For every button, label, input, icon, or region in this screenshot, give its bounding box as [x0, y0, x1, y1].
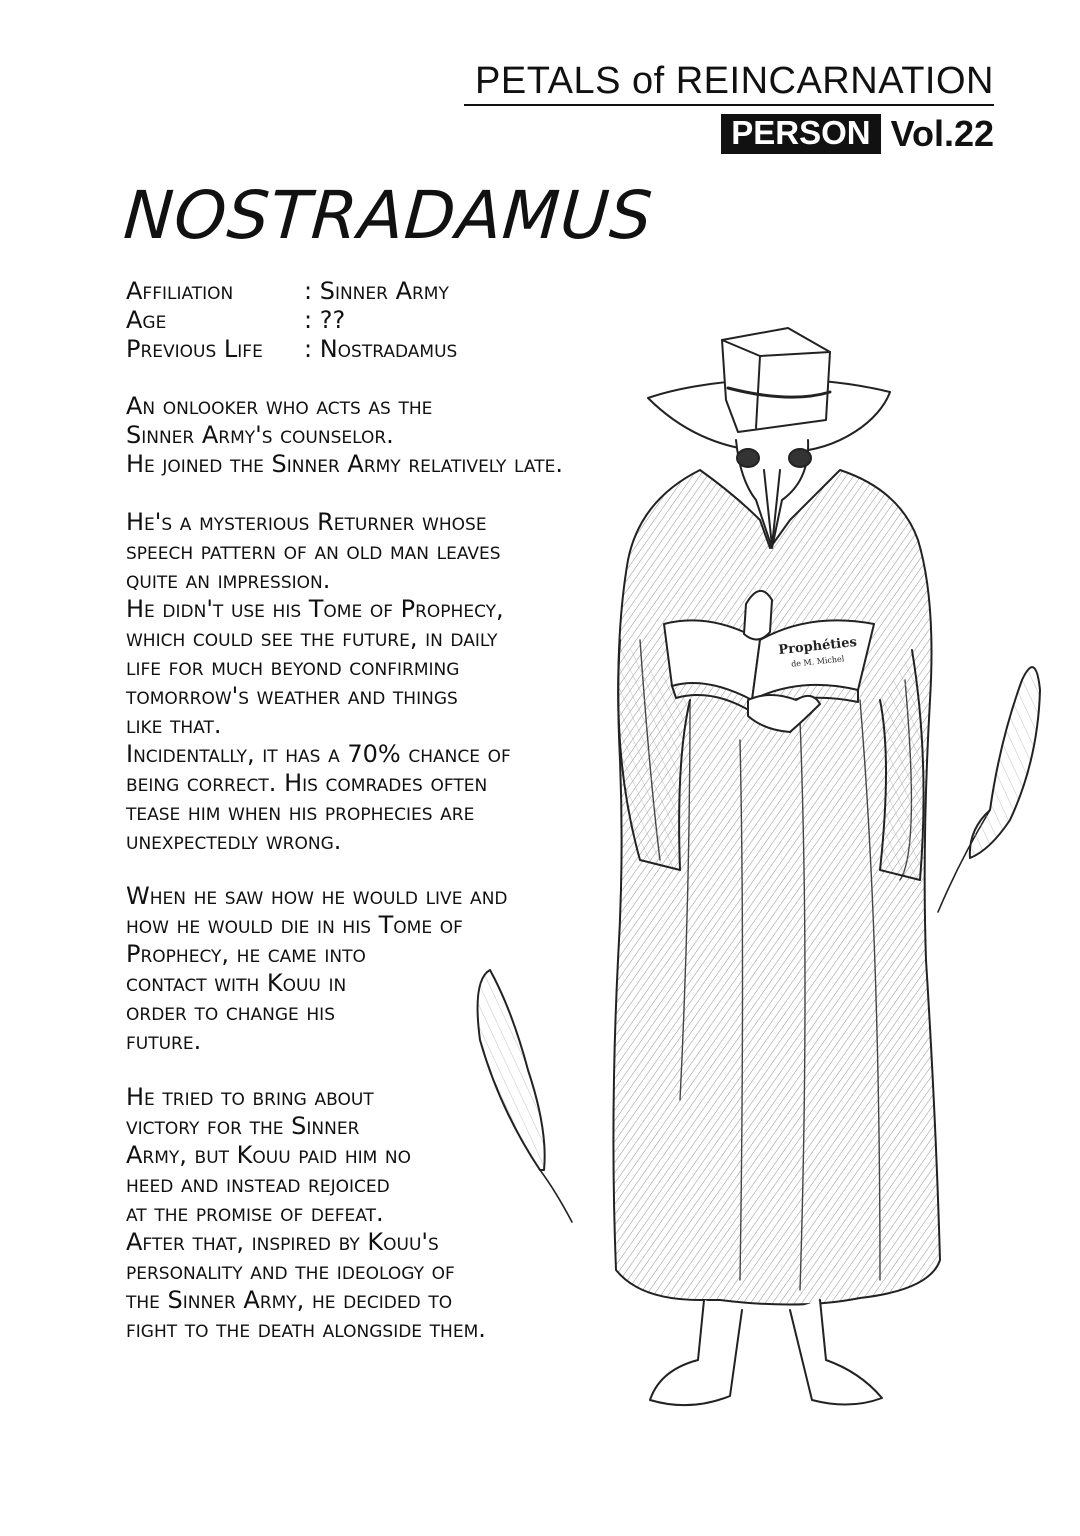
text-line: victory for the Sinner	[126, 1112, 360, 1140]
text-line: contact with Kouu in	[126, 969, 347, 997]
text-line: future.	[126, 1027, 202, 1055]
text-line: at the promise of defeat.	[126, 1199, 384, 1227]
text-line: He tried to bring about	[126, 1083, 374, 1111]
text-line: fight to the death alongside them.	[126, 1315, 486, 1343]
book-subtitle: de M. Michel	[790, 654, 845, 669]
hat	[648, 328, 890, 452]
info-key: Previous Life	[126, 335, 263, 363]
character-name: NOSTRADAMUS	[121, 177, 656, 254]
text-line: He didn't use his Tome of Prophecy,	[126, 595, 504, 623]
text-line: speech pattern of an old man leaves	[126, 537, 501, 565]
info-value: : ??	[304, 306, 346, 334]
text-line: like that.	[126, 711, 222, 739]
text-line: Incidentally, it has a 70% chance of	[126, 740, 511, 768]
feather-right	[938, 667, 1040, 912]
text-line: Sinner Army's counselor.	[126, 421, 394, 449]
text-line: tease him when his prophecies are	[126, 798, 475, 826]
robe	[613, 470, 940, 1305]
text-line: quite an impression.	[126, 566, 331, 594]
text-line: unexpectedly wrong.	[126, 827, 342, 855]
text-line: order to change his	[126, 998, 335, 1026]
feather-left	[478, 970, 572, 1222]
series-title: PETALS of REINCARNATION	[475, 60, 994, 102]
person-badge: PERSON	[721, 114, 880, 154]
text-line: An onlooker who acts as the	[126, 392, 433, 420]
text-line: which could see the future, in daily	[126, 624, 498, 652]
text-line: He's a mysterious Returner whose	[126, 508, 487, 536]
text-line: the Sinner Army, he decided to	[126, 1286, 453, 1314]
text-line: Prophecy, he came into	[126, 940, 366, 968]
book-title: Prophéties	[777, 634, 858, 659]
info-value: : Sinner Army	[304, 277, 449, 305]
text-line: Army, but Kouu paid him no	[126, 1141, 412, 1169]
text-line: life for much beyond confirming	[126, 653, 460, 681]
text-line: After that, inspired by Kouu's	[126, 1228, 439, 1256]
info-key: Affiliation	[126, 277, 234, 305]
boots	[650, 1300, 882, 1405]
text-line: He joined the Sinner Army relatively late.	[126, 450, 563, 478]
text-line: When he saw how he would live and	[126, 882, 508, 910]
text-line: tomorrow's weather and things	[126, 682, 458, 710]
text-line: heed and instead rejoiced	[126, 1170, 390, 1198]
text-line: being correct. His comrades often	[126, 769, 488, 797]
info-value: : Nostradamus	[304, 335, 458, 363]
text-line: how he would die in his Tome of	[126, 911, 463, 939]
volume-number: Vol.22	[890, 112, 994, 154]
info-key: Age	[126, 306, 167, 334]
text-line: personality and the ideology of	[126, 1257, 455, 1285]
